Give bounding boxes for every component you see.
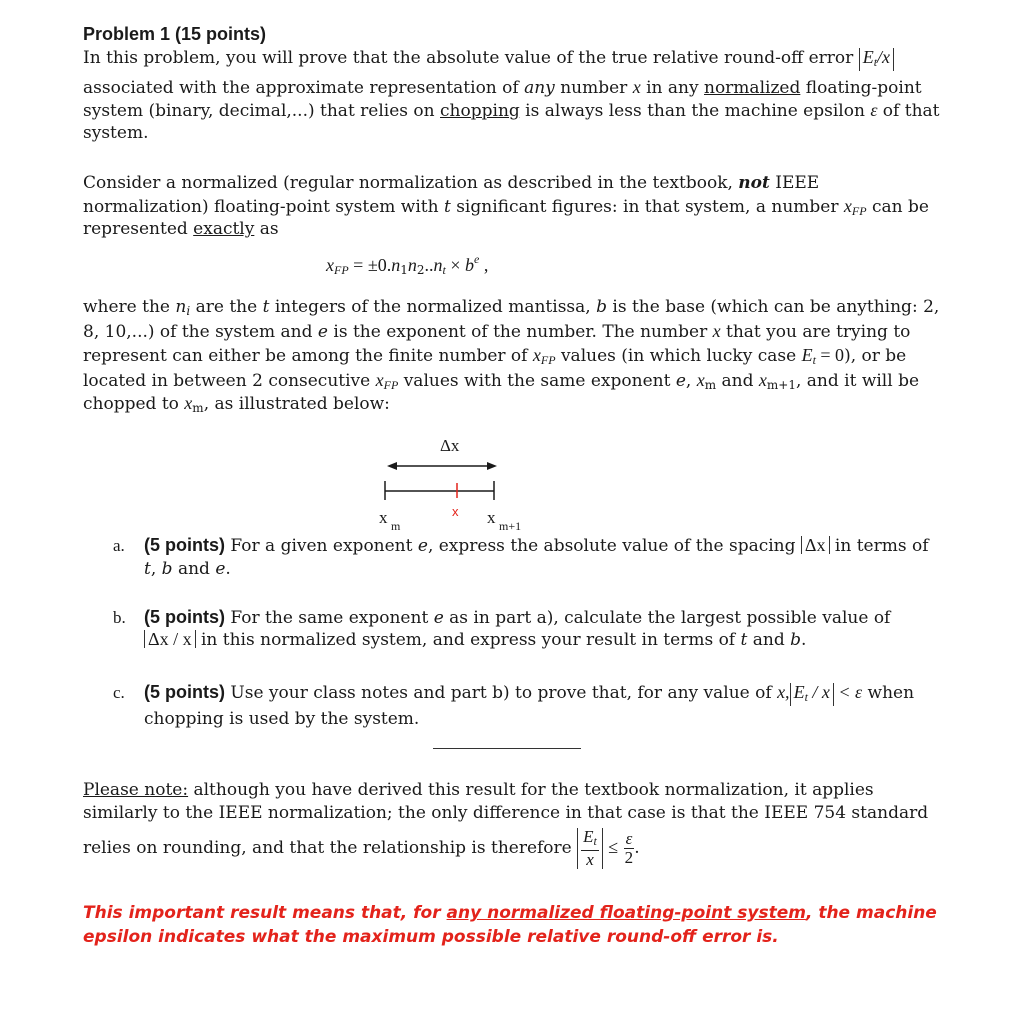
item-label-b: b. bbox=[113, 608, 126, 627]
var-t: t bbox=[443, 197, 451, 217]
formula-comma: , bbox=[479, 255, 489, 275]
var-t: t bbox=[144, 559, 151, 579]
where-text: represent can either be among the finite number of bbox=[83, 346, 533, 366]
item-text: Use your class notes and part b) to prove that, for any value of bbox=[225, 683, 778, 703]
var-b: b bbox=[790, 630, 802, 650]
abs-delta-x-over-x: Δx / x bbox=[144, 630, 196, 648]
err-x: /x bbox=[877, 47, 891, 67]
where-text: integers of the normalized mantissa, bbox=[269, 297, 597, 317]
formula-n1: n bbox=[391, 255, 401, 275]
var-x: x, bbox=[777, 682, 790, 702]
important-text: , the machine bbox=[805, 903, 937, 923]
item-text: and bbox=[172, 559, 216, 579]
where-text: chopped to bbox=[83, 394, 185, 414]
item-text: . bbox=[225, 559, 231, 579]
where-text: , and it will be bbox=[795, 371, 920, 391]
important-line-1 bbox=[83, 902, 937, 925]
where-line-1 bbox=[83, 296, 939, 323]
where-text: where the bbox=[83, 297, 176, 317]
relative-error-abs bbox=[859, 48, 894, 71]
consider-text: as bbox=[254, 219, 279, 239]
xm-label: x bbox=[379, 508, 388, 527]
where-text: values (in which lucky case bbox=[555, 346, 802, 366]
where-text: , bbox=[685, 371, 697, 391]
intro-line-2 bbox=[83, 76, 922, 100]
formula-subt: t bbox=[442, 263, 446, 277]
where-text: and bbox=[716, 371, 759, 391]
var-E: E bbox=[801, 345, 813, 365]
important-line-2: epsilon indicates what the maximum possible relative round-off error is. bbox=[83, 927, 779, 947]
where-text: ), or be bbox=[844, 346, 907, 366]
question-a-line-1 bbox=[144, 534, 929, 558]
arrow-left-head bbox=[387, 462, 397, 470]
xm-sub: m bbox=[391, 519, 401, 533]
var-e: e bbox=[317, 322, 328, 342]
delta-x-label: Δx bbox=[440, 436, 460, 455]
over-x: / x bbox=[807, 682, 830, 702]
question-b-line-2 bbox=[144, 629, 806, 652]
var-xfp: x bbox=[843, 196, 852, 216]
var-xm: x bbox=[696, 370, 705, 390]
intro-text: In this problem, you will prove that the absolute value of the true relative round-off error bbox=[83, 48, 854, 68]
var-xm1: x bbox=[758, 370, 767, 390]
consider-text: can be bbox=[866, 197, 929, 217]
any-emph: any bbox=[524, 78, 555, 98]
sub-m: m bbox=[192, 401, 204, 415]
note-label: Please note: bbox=[83, 780, 189, 800]
formula-e: e bbox=[473, 252, 480, 266]
formula-nt: n bbox=[433, 255, 443, 275]
where-text: is the base (which can be anything: 2, bbox=[606, 297, 940, 317]
formula-x: x bbox=[326, 255, 334, 275]
where-text: are the bbox=[190, 297, 263, 317]
formula-sub2: 2 bbox=[416, 263, 425, 277]
important-underlined: any normalized floating-point system bbox=[446, 903, 806, 923]
item-text: For a given exponent bbox=[225, 536, 418, 556]
spacing-diagram bbox=[363, 425, 563, 535]
var-e: e bbox=[417, 536, 428, 556]
where-text: , as illustrated below: bbox=[203, 394, 390, 414]
formula-fp: FP bbox=[334, 263, 349, 277]
item-text: when bbox=[862, 683, 915, 703]
sub-t: t bbox=[812, 353, 816, 367]
var-t: t bbox=[262, 297, 270, 317]
consider-line-1 bbox=[83, 172, 819, 195]
where-text: is the exponent of the number. The number bbox=[327, 322, 713, 342]
arrow-right-head bbox=[487, 462, 497, 470]
var-x: x bbox=[712, 321, 721, 341]
formula-sub1: 1 bbox=[400, 263, 408, 277]
formula-eq: = ±0. bbox=[348, 255, 392, 275]
where-line-5 bbox=[83, 392, 390, 420]
note-text: relies on rounding, and that the relationship is therefore bbox=[83, 838, 572, 858]
xm1-label: x bbox=[487, 508, 496, 527]
intro-text: in any bbox=[640, 78, 704, 98]
where-text: that you are trying to bbox=[720, 322, 911, 342]
var-x: x bbox=[532, 345, 541, 365]
where-line-3 bbox=[83, 344, 906, 372]
formula-b: b bbox=[464, 255, 474, 275]
note-text: although you have derived this result for the textbook normalization, it applies bbox=[188, 780, 874, 800]
consider-text: normalization) floating-point system with bbox=[83, 197, 444, 217]
item-label-c: c. bbox=[113, 683, 125, 702]
var-x: x bbox=[375, 370, 384, 390]
separator-line bbox=[433, 748, 581, 749]
consider-text: significant figures: in that system, a number bbox=[450, 197, 844, 217]
abs-delta-x: Δx bbox=[801, 536, 830, 554]
note-line-3 bbox=[83, 828, 640, 869]
eps-over-two bbox=[624, 830, 635, 867]
note-line-1 bbox=[83, 779, 874, 802]
eps-numerator: ε bbox=[625, 829, 633, 848]
intro-text: of that bbox=[877, 101, 940, 121]
sub-m: m bbox=[704, 378, 717, 392]
var-n: n bbox=[175, 297, 187, 317]
err-t: t bbox=[873, 55, 878, 69]
item-label-a: a. bbox=[113, 536, 125, 555]
consider-line-3 bbox=[83, 218, 279, 241]
question-c-line-1 bbox=[144, 681, 914, 706]
consider-text: Consider a normalized (regular normalization as described in the textbook, bbox=[83, 173, 739, 193]
fraction-numerator bbox=[581, 828, 599, 851]
item-text: For the same exponent bbox=[225, 608, 434, 628]
var-e: e bbox=[215, 559, 226, 579]
var-xm: x bbox=[184, 393, 193, 413]
where-text: located in between 2 consecutive bbox=[83, 371, 376, 391]
two-denominator: 2 bbox=[624, 848, 634, 867]
intro-line-3 bbox=[83, 99, 940, 123]
var-t: t bbox=[740, 630, 748, 650]
points-c: (5 points) bbox=[144, 682, 225, 702]
abs-error-fraction bbox=[577, 828, 603, 869]
item-text: . bbox=[801, 630, 807, 650]
abs-relative-error bbox=[790, 683, 834, 706]
consider-text: represented bbox=[83, 219, 194, 239]
intro-text: number bbox=[554, 78, 633, 98]
sub-fp: FP bbox=[851, 204, 867, 218]
var-E: E bbox=[583, 827, 594, 846]
intro-line-4: system. bbox=[83, 123, 149, 143]
important-text: This important result means that, for bbox=[83, 903, 447, 923]
item-text: and bbox=[747, 630, 791, 650]
leq-symbol: ≤ bbox=[608, 837, 619, 857]
where-line-2 bbox=[83, 320, 910, 344]
problem-title: Problem 1 (15 points) bbox=[83, 24, 267, 44]
consider-text: IEEE bbox=[769, 173, 820, 193]
intro-line-1 bbox=[83, 47, 894, 71]
item-text: , express the absolute value of the spacing bbox=[427, 536, 801, 556]
formula-times: × bbox=[445, 255, 465, 275]
question-a-line-2 bbox=[144, 558, 231, 581]
points-a: (5 points) bbox=[144, 535, 225, 555]
sub-t: t bbox=[593, 834, 597, 848]
var-E: E bbox=[793, 682, 805, 702]
not-emph: not bbox=[738, 173, 770, 193]
note-line-2: similarly to the IEEE normalization; the only difference in that case is that the IEEE 754 standard bbox=[83, 803, 929, 823]
eq-zero: = 0 bbox=[815, 345, 845, 365]
intro-text: is always less than the machine epsilon bbox=[519, 101, 871, 121]
var-b: b bbox=[596, 297, 607, 317]
where-text: values with the same exponent bbox=[398, 371, 676, 391]
normalized-underlined: normalized bbox=[704, 78, 801, 98]
x-red-label: x bbox=[452, 504, 459, 519]
sub-m1: m+1 bbox=[766, 378, 796, 392]
points-b: (5 points) bbox=[144, 607, 225, 627]
note-text: . bbox=[634, 838, 640, 858]
sub-fp: FP bbox=[383, 378, 399, 392]
var-e: e bbox=[433, 608, 444, 628]
formula-dots: .. bbox=[424, 255, 434, 275]
formula-n2: n bbox=[407, 255, 417, 275]
sub-i: i bbox=[186, 304, 191, 318]
var-e: e bbox=[675, 371, 686, 391]
fraction-denominator: x bbox=[586, 850, 594, 869]
err-E: E bbox=[862, 47, 874, 67]
intro-text: system (binary, decimal,...) that relies on bbox=[83, 101, 441, 121]
sub-fp: FP bbox=[540, 353, 556, 367]
intro-text: associated with the approximate representation of bbox=[83, 78, 525, 98]
item-text: as in part a), calculate the largest possible value of bbox=[443, 608, 891, 628]
representation-formula bbox=[326, 248, 488, 282]
sub-t: t bbox=[804, 690, 808, 704]
item-text: , bbox=[150, 559, 162, 579]
xm1-sub: m+1 bbox=[499, 519, 522, 533]
intro-text: floating-point bbox=[800, 78, 922, 98]
chopping-underlined: chopping bbox=[440, 101, 520, 121]
less-than-eps: < ε bbox=[833, 682, 863, 702]
where-text: 8, 10,...) of the system and bbox=[83, 322, 318, 342]
item-text: in terms of bbox=[829, 536, 929, 556]
question-c-line-2: chopping is used by the system. bbox=[144, 709, 420, 729]
item-text: in this normalized system, and express your result in terms of bbox=[195, 630, 741, 650]
var-b: b bbox=[161, 559, 173, 579]
epsilon-symbol: ε bbox=[870, 100, 878, 120]
question-b-line-1 bbox=[144, 606, 890, 630]
exactly-underlined: exactly bbox=[193, 219, 255, 239]
var-x: x bbox=[632, 77, 641, 97]
